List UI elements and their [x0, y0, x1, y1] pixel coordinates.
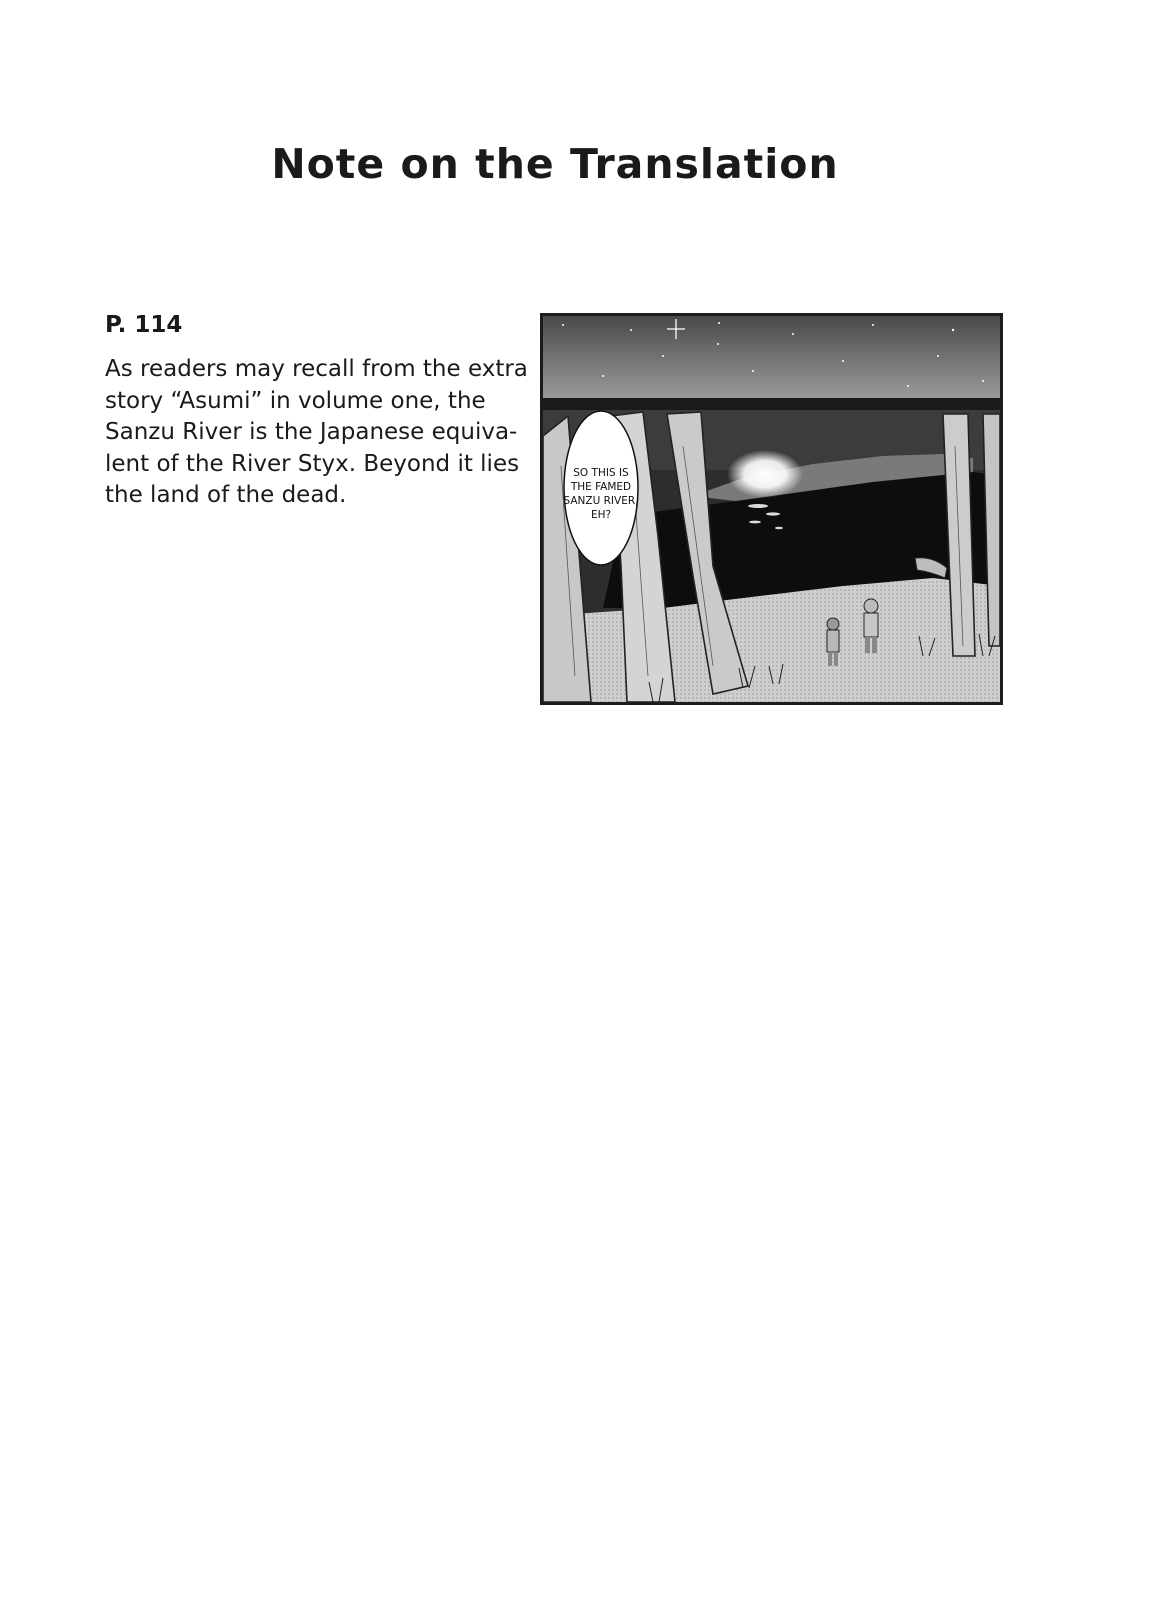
- note-line: lent of the River Styx. Beyond it lies: [105, 450, 520, 477]
- manga-panel: [540, 313, 1003, 705]
- note-line: Sanzu River is the Japanese equiva-: [105, 419, 518, 445]
- note-line: story “Asumi” in volume one, the: [105, 387, 486, 414]
- speech-bubble-line: SANZU RIVER,: [563, 495, 639, 507]
- moon-glow: [727, 450, 803, 498]
- speech-bubble-line: SO THIS IS: [573, 467, 629, 479]
- note-line: As readers may recall from the extra: [105, 356, 528, 382]
- note-page-reference: P. 114: [105, 312, 183, 338]
- sky-band: [543, 316, 1000, 398]
- manga-panel-illustration: [543, 316, 1000, 702]
- note-body: [105, 354, 528, 512]
- page-title: Note on the Translation: [271, 140, 839, 188]
- note-line: the land of the dead.: [105, 482, 347, 508]
- speech-bubble-line: EH?: [590, 509, 612, 521]
- speech-bubble-line: THE FAMED: [570, 481, 632, 493]
